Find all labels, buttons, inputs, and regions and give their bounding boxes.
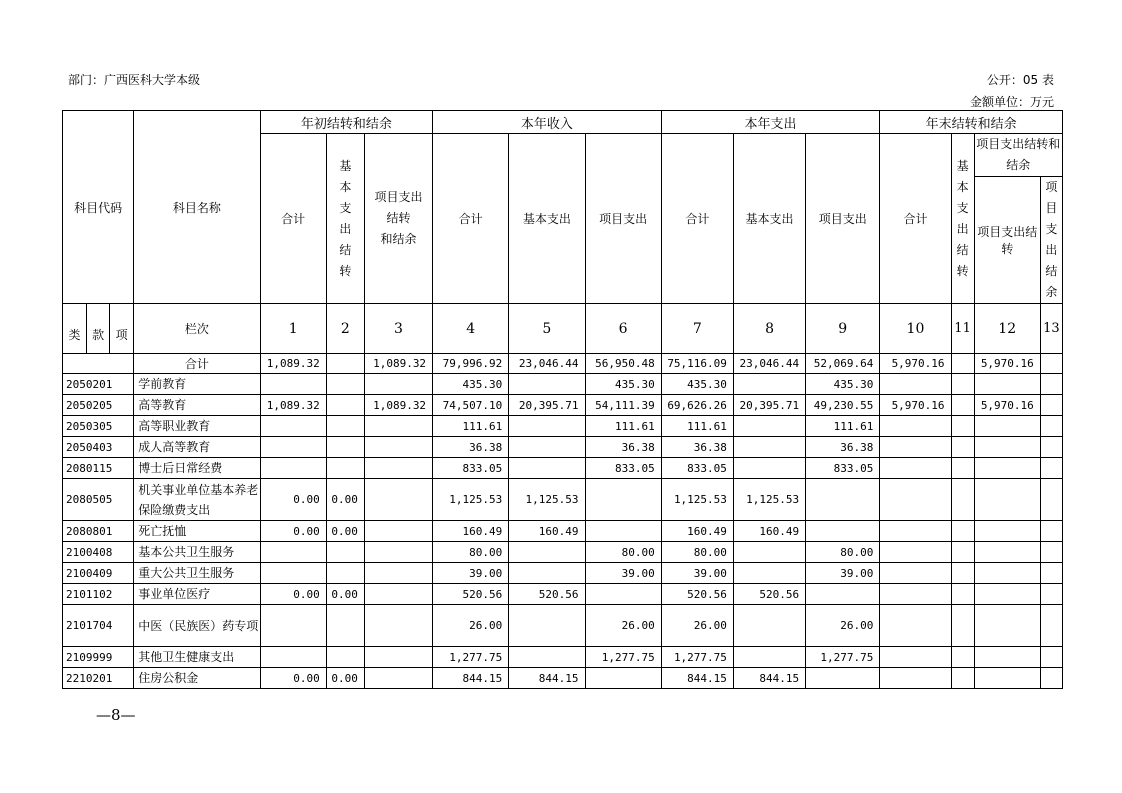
amount-cell <box>806 668 880 689</box>
amount-cell: 833.05 <box>661 458 733 479</box>
amount-cell: 160.49 <box>433 521 509 542</box>
public-table-number: 公开：05 表 <box>986 73 1054 87</box>
amount-cell: 20,395.71 <box>509 395 585 416</box>
table-row <box>63 605 1063 647</box>
budget-carryover-table <box>62 110 1063 689</box>
col-number: 2 <box>326 304 364 354</box>
amount-cell <box>951 647 974 668</box>
amount-cell <box>509 542 585 563</box>
amount-cell <box>1040 395 1062 416</box>
amount-cell <box>509 605 585 647</box>
amount-cell <box>974 521 1040 542</box>
col-number: 6 <box>585 304 661 354</box>
amount-cell <box>974 668 1040 689</box>
col-number: 1 <box>260 304 326 354</box>
amount-cell: 80.00 <box>661 542 733 563</box>
table-row <box>63 647 1063 668</box>
subject-code-cell: 2050201 <box>63 374 134 395</box>
amount-cell: 0.00 <box>326 479 364 521</box>
amount-cell: 0.00 <box>260 479 326 521</box>
vertical-char: 1 <box>1043 320 1052 336</box>
subject-name-cell: 成人高等教育 <box>134 437 260 458</box>
amount-cell: 435.30 <box>806 374 880 395</box>
vertical-char: 出 <box>1045 243 1058 257</box>
subject-code-header: 科目代码 <box>63 111 134 304</box>
amount-cell: 844.15 <box>733 668 805 689</box>
amount-cell <box>806 521 880 542</box>
amount-cell <box>733 374 805 395</box>
amount-cell: 435.30 <box>585 374 661 395</box>
subject-code-cell: 2100408 <box>63 542 134 563</box>
amount-cell <box>1040 563 1062 584</box>
amount-cell <box>1040 521 1062 542</box>
vertical-char: 本 <box>956 179 969 194</box>
amount-cell <box>880 563 951 584</box>
vertical-char: 1 <box>954 320 963 336</box>
amount-cell <box>951 542 974 563</box>
amount-cell <box>951 605 974 647</box>
amount-cell <box>364 521 432 542</box>
amount-cell <box>364 668 432 689</box>
col-number: 5 <box>509 304 585 354</box>
amount-cell <box>326 437 364 458</box>
amount-cell <box>733 563 805 584</box>
amount-cell <box>1040 416 1062 437</box>
amount-cell: 0.00 <box>260 584 326 605</box>
amount-cell <box>974 437 1040 458</box>
amount-cell <box>364 584 432 605</box>
col-number: 9 <box>806 304 880 354</box>
total-cell <box>326 354 364 374</box>
amount-cell: 1,125.53 <box>733 479 805 521</box>
vertical-char: 结 <box>956 242 969 257</box>
amount-cell <box>260 458 326 479</box>
subject-name-cell: 机关事业单位基本养老保险缴费支出 <box>134 479 260 521</box>
amount-cell <box>951 458 974 479</box>
income-project-header: 项目支出 <box>585 134 661 304</box>
subject-name-cell: 事业单位医疗 <box>134 584 260 605</box>
table-row <box>63 395 1063 416</box>
col-number: 4 <box>433 304 509 354</box>
amount-cell <box>880 521 951 542</box>
vertical-char: 结 <box>1045 264 1058 278</box>
amount-cell: 26.00 <box>585 605 661 647</box>
amount-cell: 36.38 <box>585 437 661 458</box>
amount-cell <box>1040 458 1062 479</box>
amount-cell <box>951 479 974 521</box>
vertical-char: 支 <box>1045 222 1058 236</box>
total-cell: 52,069.64 <box>806 354 880 374</box>
col-number: 8 <box>733 304 805 354</box>
amount-cell <box>974 605 1040 647</box>
amount-cell <box>974 479 1040 521</box>
amount-cell <box>880 542 951 563</box>
amount-cell <box>974 458 1040 479</box>
amount-cell <box>260 647 326 668</box>
table-row <box>63 458 1063 479</box>
amount-cell <box>1040 437 1062 458</box>
total-code-cell <box>63 354 134 374</box>
subject-code-cell: 2101102 <box>63 584 134 605</box>
amount-cell <box>951 416 974 437</box>
subject-name-cell: 重大公共卫生服务 <box>134 563 260 584</box>
lei-header: 类 <box>63 304 87 354</box>
amount-cell: 39.00 <box>585 563 661 584</box>
vertical-char: 项 <box>1045 180 1058 194</box>
income-basic-header: 基本支出 <box>509 134 585 304</box>
amount-cell <box>1040 668 1062 689</box>
end-basic-carry-header <box>951 134 974 304</box>
amount-cell: 111.61 <box>585 416 661 437</box>
vertical-char: 基 <box>339 158 352 173</box>
amount-cell <box>364 437 432 458</box>
amount-cell: 0.00 <box>260 521 326 542</box>
amount-cell <box>974 416 1040 437</box>
amount-cell <box>364 374 432 395</box>
amount-cell: 520.56 <box>433 584 509 605</box>
amount-cell <box>1040 374 1062 395</box>
amount-cell <box>260 542 326 563</box>
end-project-carry-header: 项目支出结转 <box>974 177 1040 304</box>
page-number: —8— <box>96 706 136 724</box>
amount-cell <box>585 479 661 521</box>
amount-cell: 1,277.75 <box>585 647 661 668</box>
amount-cell: 160.49 <box>661 521 733 542</box>
col-number <box>1040 304 1062 354</box>
total-cell: 79,996.92 <box>433 354 509 374</box>
amount-cell: 36.38 <box>433 437 509 458</box>
amount-cell <box>509 416 585 437</box>
amount-cell: 844.15 <box>661 668 733 689</box>
subject-name-cell: 基本公共卫生服务 <box>134 542 260 563</box>
amount-cell: 1,277.75 <box>661 647 733 668</box>
amount-cell <box>974 584 1040 605</box>
amount-cell: 0.00 <box>326 668 364 689</box>
vertical-char: 出 <box>956 221 969 236</box>
total-cell: 56,950.48 <box>585 354 661 374</box>
begin-project-carry-balance-line3: 和结余 <box>380 232 417 246</box>
vertical-char: 转 <box>339 263 352 278</box>
end-project-balance-header <box>1040 177 1062 304</box>
amount-cell: 111.61 <box>661 416 733 437</box>
vertical-char: 1 <box>962 320 971 336</box>
vertical-char: 目 <box>1045 201 1058 215</box>
amount-cell: 80.00 <box>433 542 509 563</box>
begin-project-carry-balance-line2: 结转 <box>386 211 411 225</box>
subject-name-header: 科目名称 <box>134 111 260 304</box>
amount-cell <box>974 542 1040 563</box>
amount-cell <box>951 437 974 458</box>
amount-cell <box>880 437 951 458</box>
expense-project-header: 项目支出 <box>806 134 880 304</box>
amount-cell <box>1040 542 1062 563</box>
col-number <box>951 304 974 354</box>
end-project-carry-balance-header: 项目支出结转和结余 <box>974 134 1062 177</box>
amount-cell <box>951 563 974 584</box>
amount-cell <box>951 521 974 542</box>
subject-code-cell: 2109999 <box>63 647 134 668</box>
vertical-char: 出 <box>339 221 352 236</box>
table-row <box>63 374 1063 395</box>
amount-cell: 74,507.10 <box>433 395 509 416</box>
table-row <box>63 563 1063 584</box>
subject-name-cell: 博士后日常经费 <box>134 458 260 479</box>
amount-cell <box>951 395 974 416</box>
col-number: 3 <box>364 304 432 354</box>
amount-cell: 1,089.32 <box>260 395 326 416</box>
begin-project-carry-balance-line1: 项目支出 <box>374 190 423 204</box>
income-group-header: 本年收入 <box>433 111 662 134</box>
amount-cell <box>326 374 364 395</box>
amount-cell <box>509 647 585 668</box>
subject-code-cell: 2210201 <box>63 668 134 689</box>
amount-cell <box>260 374 326 395</box>
vertical-char: 本 <box>339 179 352 194</box>
amount-cell <box>509 374 585 395</box>
amount-cell <box>951 584 974 605</box>
amount-cell: 833.05 <box>433 458 509 479</box>
amount-cell <box>326 416 364 437</box>
amount-cell <box>1040 605 1062 647</box>
amount-cell <box>260 416 326 437</box>
amount-cell: 833.05 <box>585 458 661 479</box>
amount-cell <box>260 605 326 647</box>
subject-code-cell: 2050403 <box>63 437 134 458</box>
amount-cell <box>733 458 805 479</box>
amount-cell: 111.61 <box>806 416 880 437</box>
xiang-header: 项 <box>110 304 134 354</box>
amount-cell: 39.00 <box>661 563 733 584</box>
amount-cell <box>326 563 364 584</box>
amount-cell <box>1040 584 1062 605</box>
vertical-char: 结 <box>339 242 352 257</box>
amount-cell: 1,277.75 <box>433 647 509 668</box>
expense-total-header: 合计 <box>661 134 733 304</box>
total-cell: 5,970.16 <box>880 354 951 374</box>
begin-total-header: 合计 <box>260 134 326 304</box>
amount-cell <box>974 374 1040 395</box>
amount-cell <box>509 437 585 458</box>
amount-cell: 26.00 <box>433 605 509 647</box>
amount-cell <box>364 458 432 479</box>
amount-cell: 1,125.53 <box>433 479 509 521</box>
amount-cell <box>733 647 805 668</box>
amount-cell: 39.00 <box>806 563 880 584</box>
subject-name-cell: 其他卫生健康支出 <box>134 647 260 668</box>
amount-cell: 49,230.55 <box>806 395 880 416</box>
amount-cell: 80.00 <box>806 542 880 563</box>
amount-cell <box>585 584 661 605</box>
col-number: 12 <box>974 304 1040 354</box>
amount-cell <box>364 563 432 584</box>
amount-cell: 435.30 <box>433 374 509 395</box>
kuan-header: 款 <box>87 304 110 354</box>
table-row <box>63 416 1063 437</box>
amount-cell <box>364 647 432 668</box>
amount-cell: 80.00 <box>585 542 661 563</box>
vertical-char: 余 <box>1045 285 1058 299</box>
amount-cell: 520.56 <box>509 584 585 605</box>
total-cell <box>1040 354 1062 374</box>
amount-cell <box>364 605 432 647</box>
amount-cell <box>880 584 951 605</box>
department-label: 部门：广西医科大学本级 <box>68 73 201 87</box>
end-balance-group-header: 年末结转和结余 <box>880 111 1063 134</box>
amount-cell: 160.49 <box>509 521 585 542</box>
amount-cell <box>326 395 364 416</box>
amount-cell: 20,395.71 <box>733 395 805 416</box>
amount-cell <box>1040 479 1062 521</box>
amount-cell <box>364 416 432 437</box>
amount-cell <box>880 458 951 479</box>
amount-cell: 36.38 <box>661 437 733 458</box>
total-cell: 23,046.44 <box>509 354 585 374</box>
amount-cell <box>951 374 974 395</box>
amount-cell: 1,125.53 <box>509 479 585 521</box>
subject-code-cell: 2080505 <box>63 479 134 521</box>
amount-cell: 844.15 <box>433 668 509 689</box>
amount-cell: 1,125.53 <box>661 479 733 521</box>
amount-cell <box>585 668 661 689</box>
amount-cell <box>806 479 880 521</box>
amount-cell <box>326 458 364 479</box>
expense-group-header: 本年支出 <box>661 111 880 134</box>
table-row <box>63 437 1063 458</box>
subject-name-cell: 住房公积金 <box>134 668 260 689</box>
vertical-char: 支 <box>339 200 352 215</box>
total-cell: 5,970.16 <box>974 354 1040 374</box>
amount-cell: 26.00 <box>661 605 733 647</box>
amount-cell <box>733 416 805 437</box>
col-number: 7 <box>661 304 733 354</box>
amount-cell: 36.38 <box>806 437 880 458</box>
col-number: 10 <box>880 304 951 354</box>
amount-cell <box>364 542 432 563</box>
amount-cell <box>509 563 585 584</box>
total-cell: 75,116.09 <box>661 354 733 374</box>
amount-cell: 520.56 <box>661 584 733 605</box>
total-cell: 1,089.32 <box>260 354 326 374</box>
begin-balance-group-header: 年初结转和结余 <box>260 111 432 134</box>
subject-code-cell: 2100409 <box>63 563 134 584</box>
amount-cell: 5,970.16 <box>974 395 1040 416</box>
amount-cell: 844.15 <box>509 668 585 689</box>
amount-cell: 0.00 <box>326 584 364 605</box>
amount-cell: 54,111.39 <box>585 395 661 416</box>
amount-cell <box>326 647 364 668</box>
amount-cell <box>880 416 951 437</box>
total-label: 合计 <box>134 354 260 374</box>
amount-cell <box>733 605 805 647</box>
begin-project-carry-balance-header <box>364 134 432 304</box>
expense-basic-header: 基本支出 <box>733 134 805 304</box>
subject-code-cell: 2080115 <box>63 458 134 479</box>
amount-cell <box>951 668 974 689</box>
amount-cell <box>880 668 951 689</box>
amount-cell: 26.00 <box>806 605 880 647</box>
amount-cell <box>364 479 432 521</box>
subject-code-cell: 2050305 <box>63 416 134 437</box>
table-row <box>63 521 1063 542</box>
amount-cell <box>260 563 326 584</box>
subject-name-cell: 死亡抚恤 <box>134 521 260 542</box>
amount-cell: 5,970.16 <box>880 395 951 416</box>
vertical-char: 基 <box>956 158 969 173</box>
amount-cell: 1,089.32 <box>364 395 432 416</box>
amount-cell <box>880 647 951 668</box>
amount-cell <box>974 563 1040 584</box>
amount-cell <box>1040 647 1062 668</box>
amount-cell <box>880 605 951 647</box>
total-cell <box>951 354 974 374</box>
subject-code-cell: 2101704 <box>63 605 134 647</box>
amount-cell: 435.30 <box>661 374 733 395</box>
amount-cell <box>326 542 364 563</box>
amount-cell: 0.00 <box>260 668 326 689</box>
amount-cell: 520.56 <box>733 584 805 605</box>
amount-unit-label: 金额单位：万元 <box>969 95 1054 109</box>
amount-cell <box>880 374 951 395</box>
table-row <box>63 668 1063 689</box>
amount-cell <box>806 584 880 605</box>
subject-name-cell: 学前教育 <box>134 374 260 395</box>
amount-cell: 160.49 <box>733 521 805 542</box>
amount-cell <box>326 605 364 647</box>
amount-cell: 1,277.75 <box>806 647 880 668</box>
subject-code-cell: 2080801 <box>63 521 134 542</box>
table-row <box>63 542 1063 563</box>
amount-cell <box>509 458 585 479</box>
begin-basic-carry-header <box>326 134 364 304</box>
vertical-char: 支 <box>956 200 969 215</box>
amount-cell: 39.00 <box>433 563 509 584</box>
income-total-header: 合计 <box>433 134 509 304</box>
subject-name-cell: 高等教育 <box>134 395 260 416</box>
amount-cell: 69,626.26 <box>661 395 733 416</box>
amount-cell <box>880 479 951 521</box>
table-row <box>63 584 1063 605</box>
vertical-char: 转 <box>956 263 969 278</box>
vertical-char: 3 <box>1051 320 1060 336</box>
amount-cell <box>733 437 805 458</box>
amount-cell <box>260 437 326 458</box>
total-cell: 1,089.32 <box>364 354 432 374</box>
lanci-header: 栏次 <box>134 304 260 354</box>
amount-cell: 0.00 <box>326 521 364 542</box>
amount-cell <box>974 647 1040 668</box>
total-cell: 23,046.44 <box>733 354 805 374</box>
amount-cell <box>733 542 805 563</box>
amount-cell <box>585 521 661 542</box>
subject-name-cell: 高等职业教育 <box>134 416 260 437</box>
table-row <box>63 479 1063 521</box>
subject-code-cell: 2050205 <box>63 395 134 416</box>
end-total-header: 合计 <box>880 134 951 304</box>
amount-cell: 111.61 <box>433 416 509 437</box>
amount-cell: 833.05 <box>806 458 880 479</box>
subject-name-cell: 中医（民族医）药专项 <box>134 605 260 647</box>
